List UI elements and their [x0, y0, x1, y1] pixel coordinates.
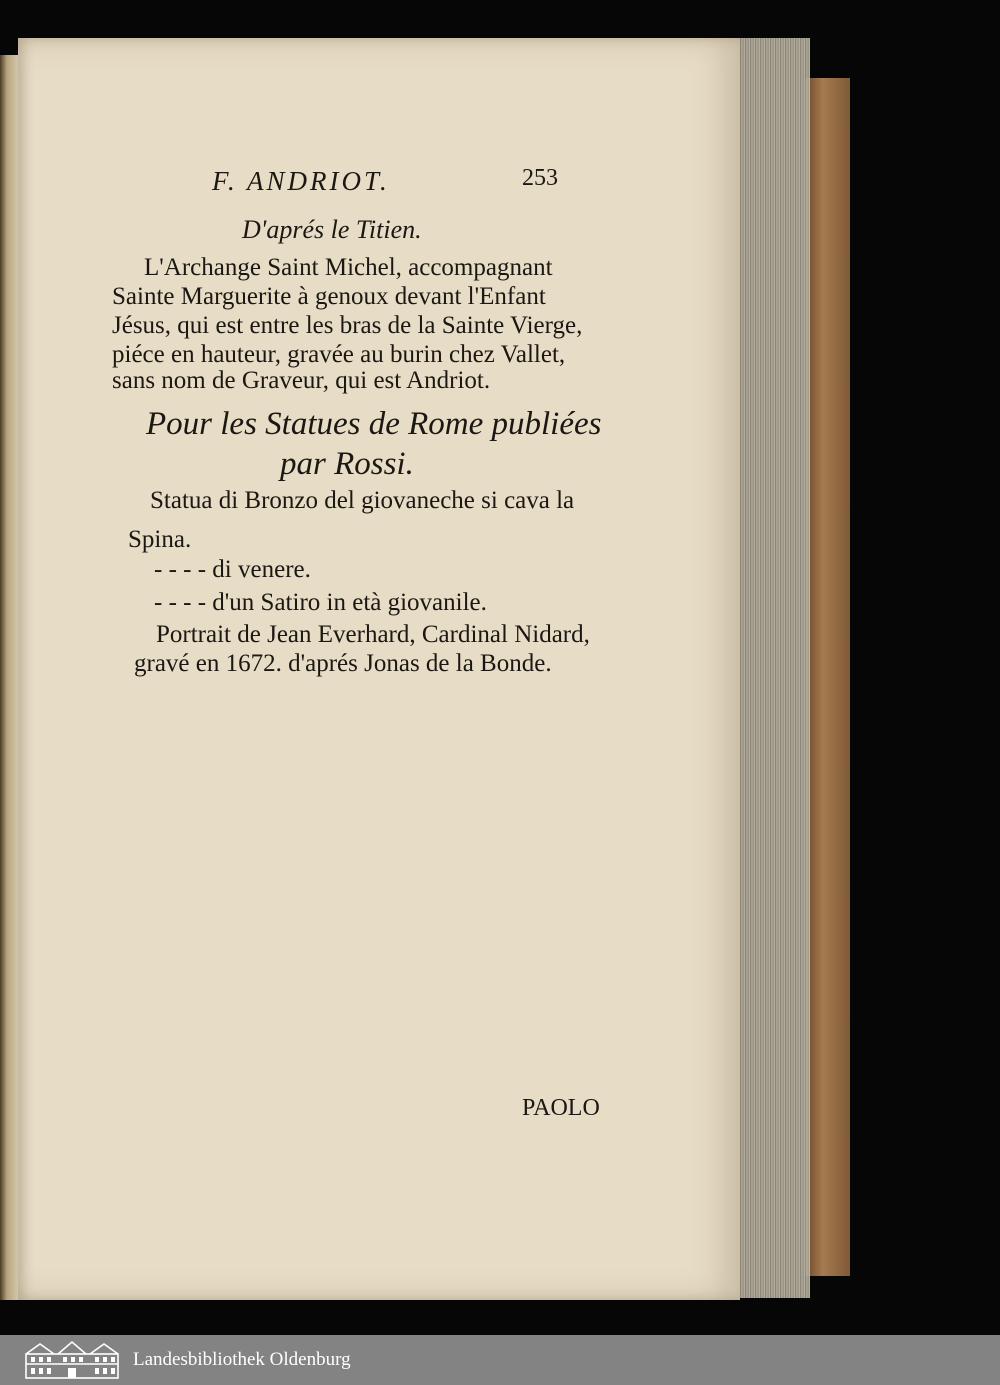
entry-line: Statua di Bronzo del giovaneche si cava la	[150, 487, 575, 514]
previous-page-edge	[0, 55, 20, 1300]
entry-line: sans nom de Graveur, qui est Andriot.	[112, 367, 491, 394]
entry-line: - - - - d'un Satiro in età giovanile.	[154, 589, 487, 616]
subhead: D'aprés le Titien.	[242, 215, 422, 244]
entry-line: gravé en 1672. d'aprés Jonas de la Bonde.	[134, 650, 552, 677]
section-title: Pour les Statues de Rome publiées	[146, 406, 602, 442]
book-cover-edge	[805, 78, 850, 1276]
entry-line: piéce en hauteur, gravée au burin chez Vallet,	[112, 341, 566, 368]
entry-line: Spina.	[128, 526, 192, 553]
entry-line: - - - - di venere.	[154, 556, 311, 583]
entry-line: Portrait de Jean Everhard, Cardinal Nidard,	[156, 621, 590, 648]
running-head: F. ANDRIOT.	[212, 166, 390, 196]
catchword: PAOLO	[522, 1095, 600, 1121]
section-title: par Rossi.	[280, 446, 414, 482]
library-building-icon	[22, 1340, 122, 1380]
entry-line: Jésus, qui est entre les bras de la Sainte Vierge,	[112, 312, 583, 339]
entry-line: Sainte Marguerite à genoux devant l'Enfant	[112, 283, 546, 310]
library-footer	[0, 1335, 1000, 1385]
entry-line: L'Archange Saint Michel, accompagnant	[144, 254, 553, 281]
library-name: Landesbibliothek Oldenburg	[133, 1349, 351, 1370]
page-number: 253	[522, 165, 558, 191]
